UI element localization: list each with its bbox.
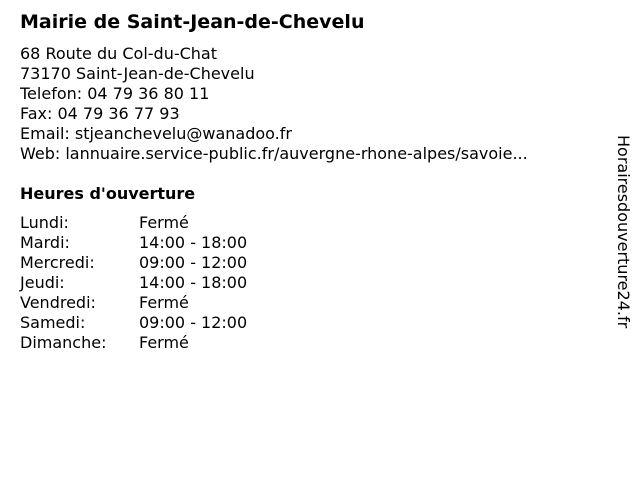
hours-table <box>20 213 247 353</box>
hours-row-wednesday <box>20 253 247 273</box>
hours-row-friday <box>20 293 247 313</box>
street-address: 68 Route du Col-du-Chat <box>20 44 217 63</box>
day-hours: 09:00 - 12:00 <box>139 313 248 332</box>
hours-row-sunday <box>20 333 247 353</box>
day-label: Mardi: <box>20 233 70 252</box>
day-label: Jeudi: <box>20 273 65 292</box>
day-hours: 14:00 - 18:00 <box>139 273 248 292</box>
day-hours: Fermé <box>139 213 189 232</box>
site-watermark: Horairesdouverture24.fr <box>614 135 633 329</box>
city-address: 73170 Saint-Jean-de-Chevelu <box>20 64 255 83</box>
day-hours: Fermé <box>139 293 189 312</box>
website-link: Web: lannuaire.service-public.fr/auvergne-rhone-alpes/savoie... <box>20 144 528 163</box>
day-hours: Fermé <box>139 333 189 352</box>
day-label: Samedi: <box>20 313 86 332</box>
hours-row-thursday <box>20 273 247 293</box>
phone-number: Telefon: 04 79 36 80 11 <box>20 84 210 103</box>
day-label: Lundi: <box>20 213 69 232</box>
email-address: Email: stjeanchevelu@wanadoo.fr <box>20 124 292 143</box>
day-label: Vendredi: <box>20 293 96 312</box>
fax-number: Fax: 04 79 36 77 93 <box>20 104 180 123</box>
hours-heading: Heures d'ouverture <box>20 184 196 203</box>
hours-row-tuesday <box>20 233 247 253</box>
day-label: Dimanche: <box>20 333 107 352</box>
hours-row-saturday <box>20 313 247 333</box>
contact-block <box>20 44 595 164</box>
day-label: Mercredi: <box>20 253 95 272</box>
hours-row-monday <box>20 213 247 233</box>
day-hours: 14:00 - 18:00 <box>139 233 248 252</box>
day-hours: 09:00 - 12:00 <box>139 253 248 272</box>
page-title: Mairie de Saint-Jean-de-Chevelu <box>20 11 365 33</box>
